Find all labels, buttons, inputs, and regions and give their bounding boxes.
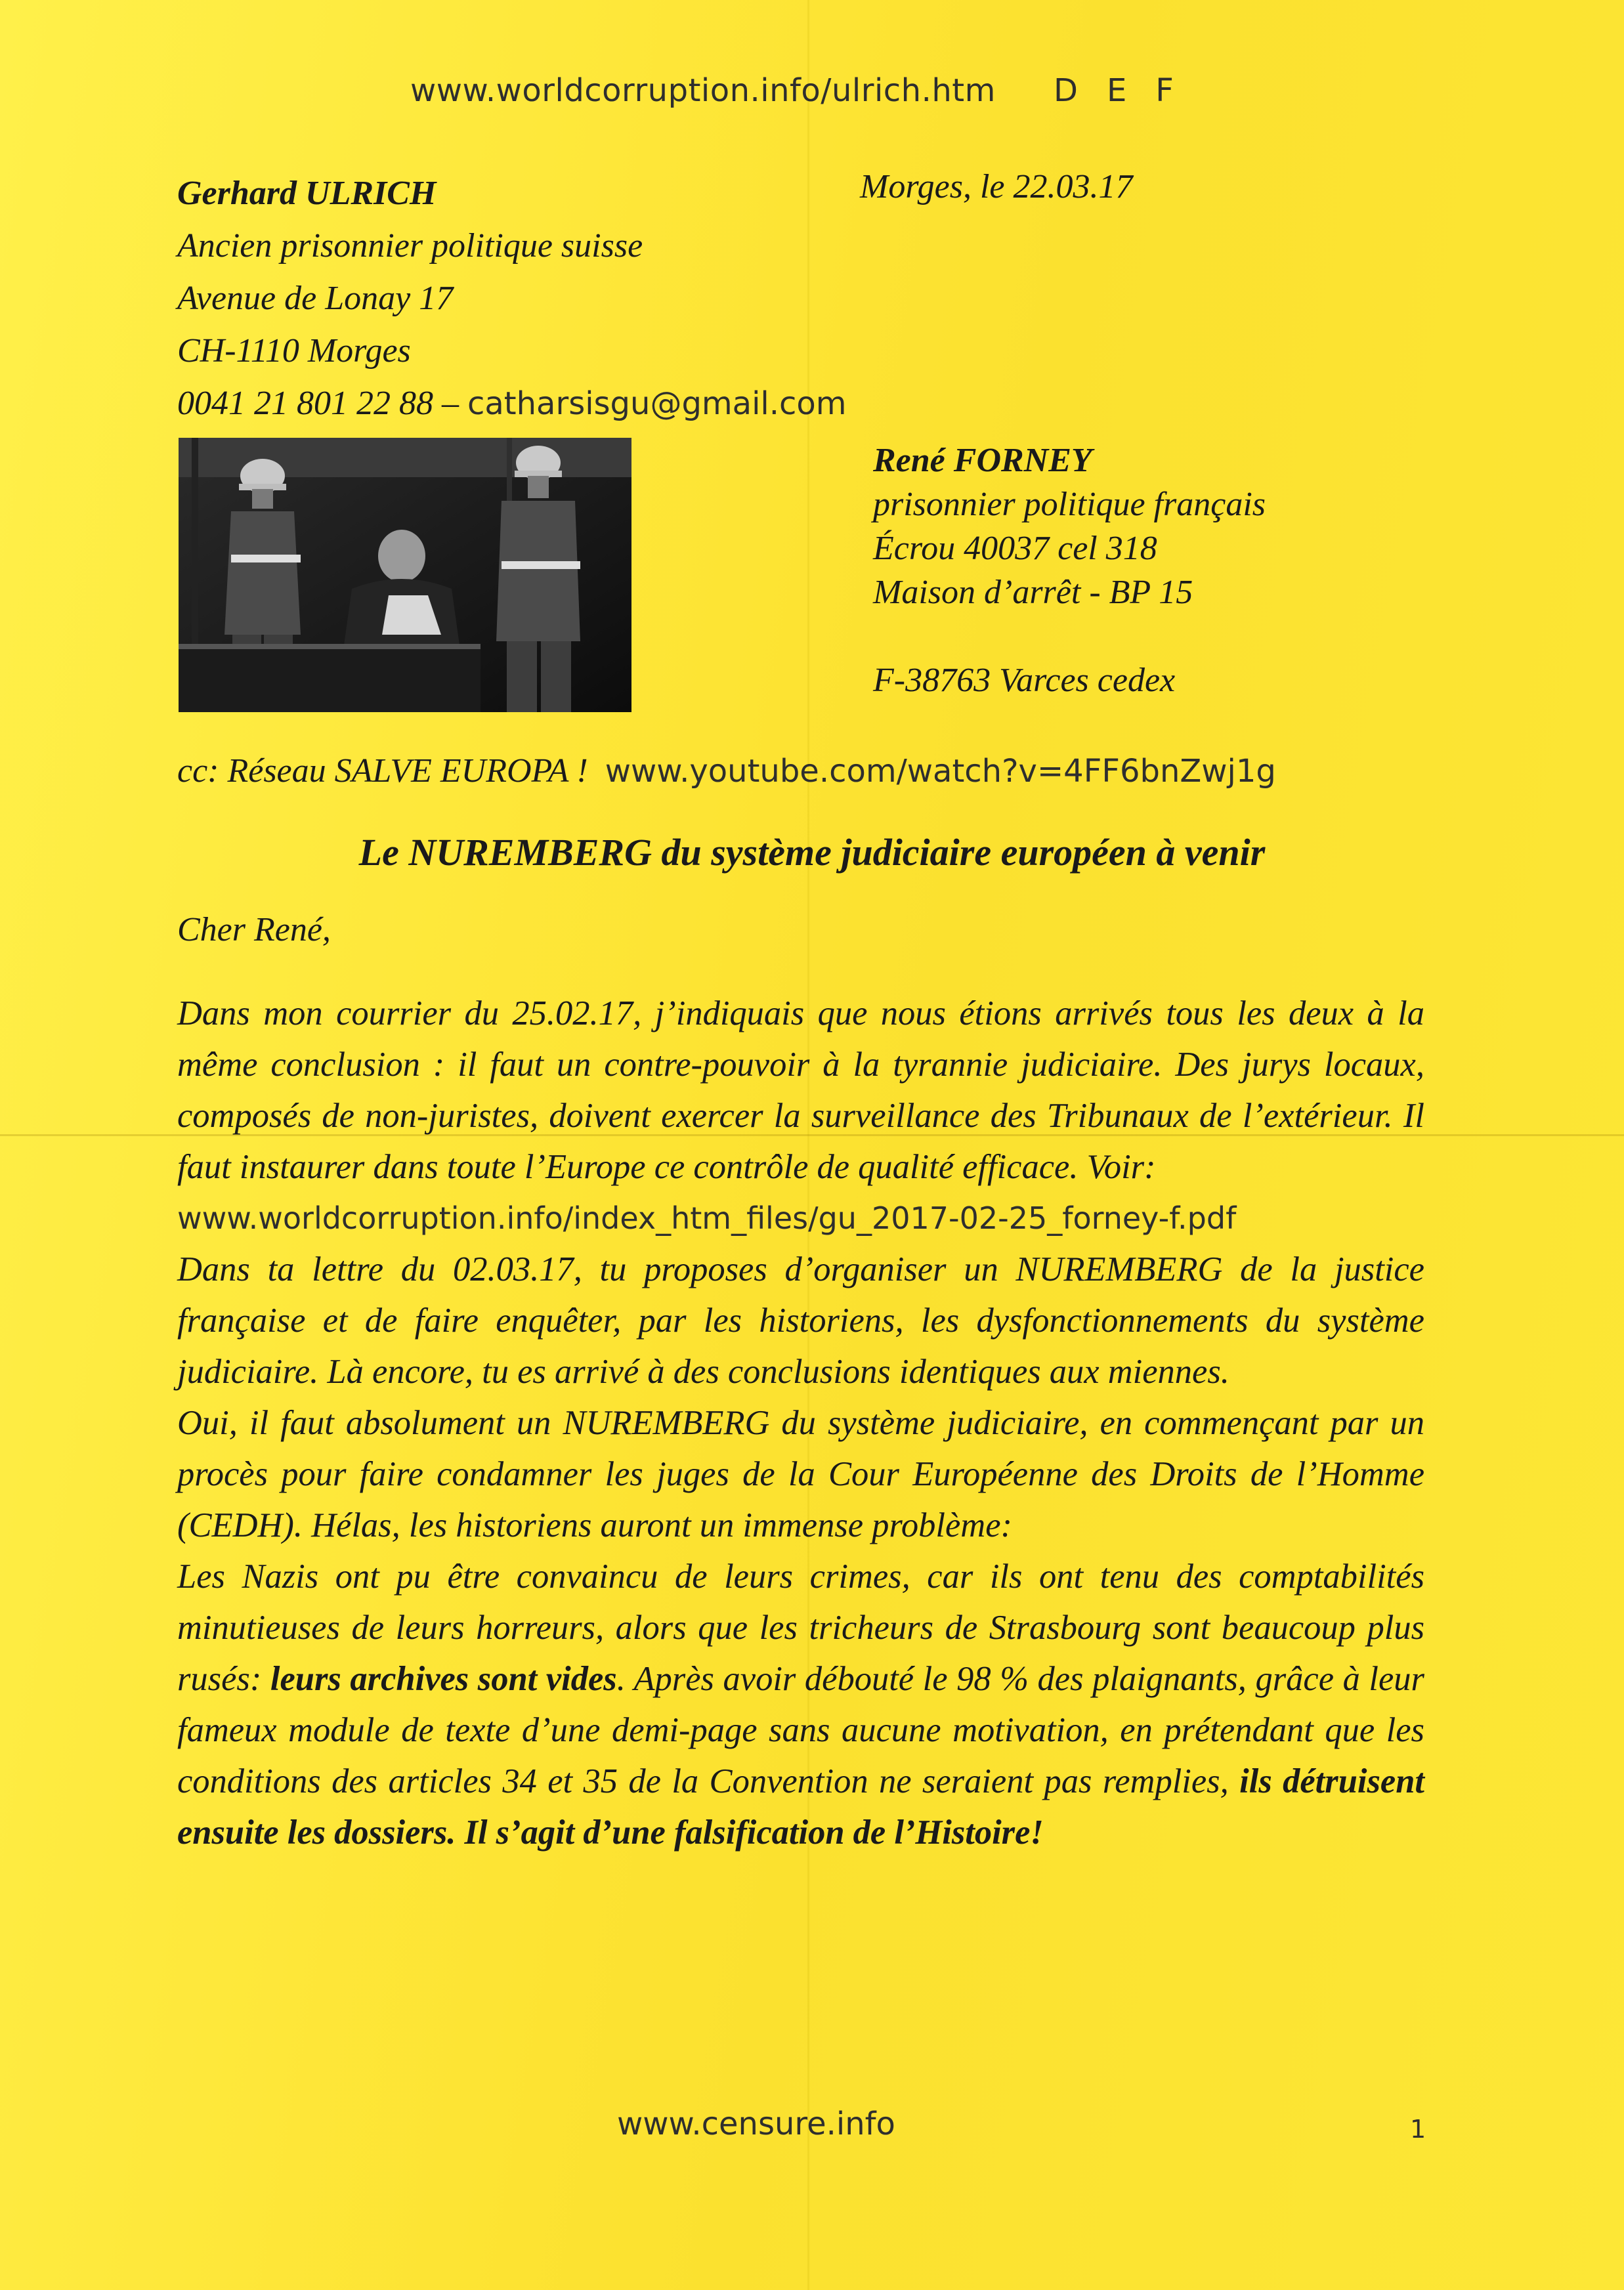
cc-youtube-link[interactable]: www.youtube.com/watch?v=4FF6bnZwj1g <box>605 753 1276 790</box>
recipient-address <box>873 438 1266 702</box>
paragraph-1: Dans mon courrier du 25.02.17, j’indiquais que nous étions arrivés tous les deux à la même conclusion : il faut un contre-pouvoir à la tyrannie judiciaire. Des jurys locaux, composés de non-juristes, doivent exercer la surveillance des Tribunaux de l’extérieur. Il faut instaurer dans toute l’Europe ce contrôle de qualité efficace. Voir: <box>177 994 1424 1186</box>
sender-phone: 0041 21 801 22 88 – <box>177 385 459 422</box>
paragraph-4-conclusion: ils détruisent ensuite les dossiers. Il s’agit d’une falsification de l’Histoire! <box>177 1762 1424 1852</box>
letter-body <box>177 988 1424 1858</box>
header-url: www.worldcorruption.info/ulrich.htm <box>410 72 996 109</box>
paragraph-4 <box>177 1551 1424 1858</box>
pdf-link[interactable]: www.worldcorruption.info/index_htm_files/gu_2017-02-25_forney-f.pdf <box>177 1200 1237 1236</box>
sender-title: Ancien prisonnier politique suisse <box>177 227 643 265</box>
sender-name: Gerhard ULRICH <box>177 175 437 212</box>
recipient-prison-number: Écrou 40037 cel 318 <box>873 530 1157 567</box>
paragraph-4-emphasis: leurs archives sont vides <box>270 1660 617 1698</box>
paragraph-2: Dans ta lettre du 02.03.17, tu proposes d’organiser un NUREMBERG de la justice française et de faire enquêter, par les historiens, les dysfonctionnements du système judiciaire. Là encore, tu es arrivé à des conclusions identiques aux miennes. <box>177 1250 1424 1391</box>
sender-city: CH-1110 Morges <box>177 332 411 370</box>
cc-line <box>177 752 1276 790</box>
sender-email[interactable]: catharsisgu@gmail.com <box>467 385 847 422</box>
sender-address <box>177 167 847 430</box>
paragraph-4-text-c: . Après avoir débouté le 98 % des plaignants, grâce à leur fameux module de texte d’une demi-page sans aucune motivation, en prétendant que les conditions des articles 34 et 35 de la Convention ne seraient pas remplies, <box>177 1660 1424 1800</box>
language-link-f[interactable]: F <box>1155 72 1174 109</box>
cc-text: cc: Réseau SALVE EUROPA ! <box>177 752 588 790</box>
recipient-name: René FORNEY <box>873 442 1092 479</box>
language-link-d[interactable]: D <box>1054 72 1078 109</box>
greeting: Cher René, <box>177 911 331 948</box>
paragraph-3: Oui, il faut absolument un NUREMBERG du système judiciaire, en commençant par un procès pour faire condamner les juges de la Cour Européenne des Droits de l’Homme (CEDH). Hélas, les historiens auront un immense problème: <box>177 1404 1424 1544</box>
footer-url[interactable]: www.censure.info <box>617 2106 895 2142</box>
nuremberg-trial-photo <box>179 438 631 712</box>
sender-street: Avenue de Lonay 17 <box>177 280 454 317</box>
language-link-e[interactable]: E <box>1106 72 1127 109</box>
recipient-institution: Maison d’arrêt - BP 15 <box>873 574 1193 611</box>
photo-illustration <box>179 438 631 712</box>
recipient-city: F-38763 Varces cedex <box>873 662 1176 699</box>
paragraph-4-text-a: Les Nazis ont pu être convaincu de leurs crimes, car ils ont tenu des comptabilités minutieuses de leurs horreurs, alors que les tricheurs de Strasbourg sont beaucoup plus rusés: <box>177 1558 1424 1698</box>
language-links <box>1054 72 1203 109</box>
letter-title: Le NUREMBERG du système judiciaire européen à venir <box>358 831 1266 874</box>
recipient-title: prisonnier politique français <box>873 486 1266 523</box>
letter-date: Morges, le 22.03.17 <box>860 168 1133 205</box>
sender-contact <box>177 377 847 430</box>
page-number: 1 <box>1410 2115 1426 2144</box>
